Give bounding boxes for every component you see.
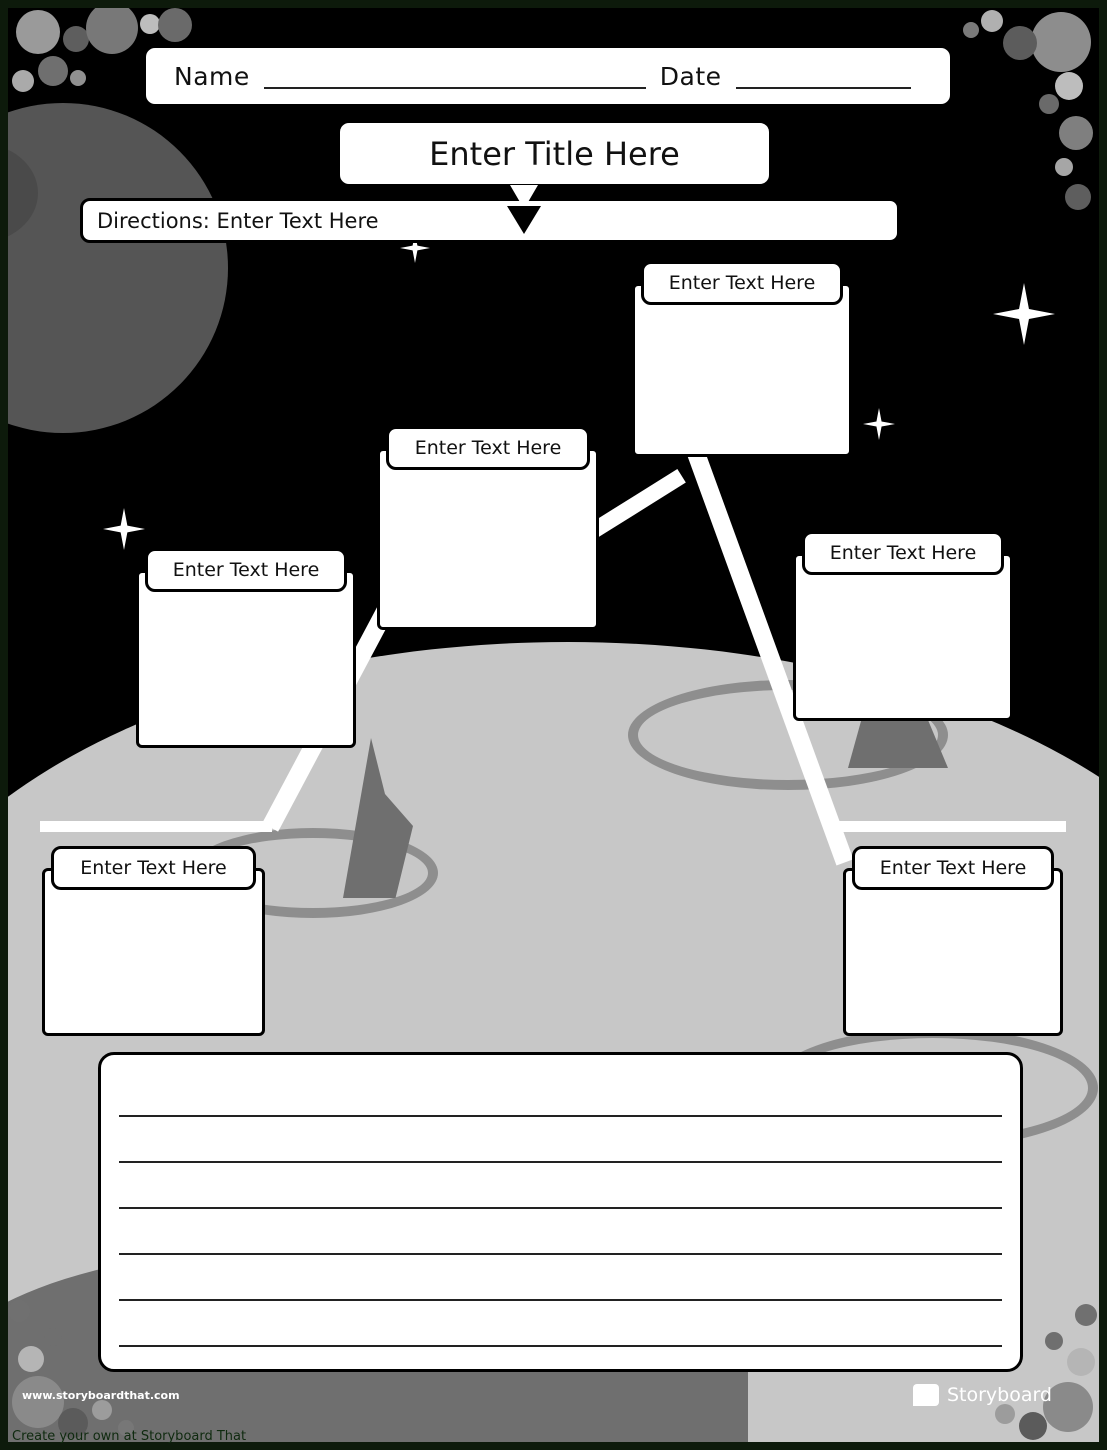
answer-line[interactable] bbox=[119, 1071, 1002, 1117]
node-bottom-right-header[interactable] bbox=[852, 846, 1054, 890]
title-field[interactable] bbox=[337, 120, 772, 187]
node-middle-left[interactable] bbox=[377, 426, 599, 630]
name-date-bar bbox=[143, 45, 953, 107]
planet-left bbox=[8, 103, 228, 433]
answer-line[interactable] bbox=[119, 1347, 1002, 1391]
answer-line[interactable] bbox=[119, 1163, 1002, 1209]
node-bottom-left-label: Enter Text Here bbox=[80, 857, 227, 879]
node-bottom-right-label: Enter Text Here bbox=[879, 857, 1027, 879]
node-right-body[interactable] bbox=[793, 553, 1013, 721]
flag-icon bbox=[913, 1384, 939, 1406]
node-left-label: Enter Text Here bbox=[172, 559, 320, 581]
brand-logo bbox=[913, 1384, 1052, 1406]
date-label: Date bbox=[659, 61, 722, 91]
node-top-header[interactable] bbox=[641, 261, 843, 305]
node-top-body[interactable] bbox=[632, 283, 852, 457]
node-top[interactable] bbox=[632, 261, 852, 457]
node-middle-left-header[interactable] bbox=[386, 426, 590, 470]
answer-line[interactable] bbox=[119, 1301, 1002, 1347]
node-bottom-left-body[interactable] bbox=[42, 868, 265, 1036]
node-bottom-left-header[interactable] bbox=[51, 846, 256, 890]
node-bottom-right-body[interactable] bbox=[843, 868, 1063, 1036]
answer-line[interactable] bbox=[119, 1209, 1002, 1255]
answer-lines-box[interactable] bbox=[98, 1052, 1023, 1372]
node-right[interactable] bbox=[793, 531, 1013, 721]
date-input[interactable] bbox=[736, 63, 911, 89]
footer-url[interactable]: www.storyboardthat.com bbox=[22, 1389, 180, 1402]
title-callout-tail bbox=[510, 185, 538, 209]
node-left-header[interactable] bbox=[145, 548, 347, 592]
node-top-label: Enter Text Here bbox=[668, 272, 816, 294]
answer-line[interactable] bbox=[119, 1117, 1002, 1163]
page-caption: Create your own at Storyboard That bbox=[12, 1429, 247, 1444]
node-left-body[interactable] bbox=[136, 570, 356, 748]
directions-field[interactable] bbox=[80, 198, 900, 243]
node-right-label: Enter Text Here bbox=[829, 542, 977, 564]
name-label: Name bbox=[174, 61, 250, 91]
star-icon bbox=[863, 408, 895, 440]
brand-name: Storyboard bbox=[946, 1384, 1052, 1406]
connector-bottom-left-rail bbox=[40, 821, 272, 832]
node-middle-left-label: Enter Text Here bbox=[414, 437, 562, 459]
name-input[interactable] bbox=[264, 63, 646, 89]
directions-text: Directions: Enter Text Here bbox=[97, 208, 379, 233]
connector-bottom-right-rail bbox=[838, 821, 1066, 832]
star-icon bbox=[103, 508, 145, 550]
node-right-header[interactable] bbox=[802, 531, 1004, 575]
star-icon bbox=[993, 283, 1055, 345]
title-text: Enter Title Here bbox=[429, 134, 680, 173]
node-left[interactable] bbox=[136, 548, 356, 748]
answer-line[interactable] bbox=[119, 1255, 1002, 1301]
node-bottom-left[interactable] bbox=[42, 846, 265, 1036]
node-bottom-right[interactable] bbox=[843, 846, 1063, 1036]
node-middle-left-body[interactable] bbox=[377, 448, 599, 630]
